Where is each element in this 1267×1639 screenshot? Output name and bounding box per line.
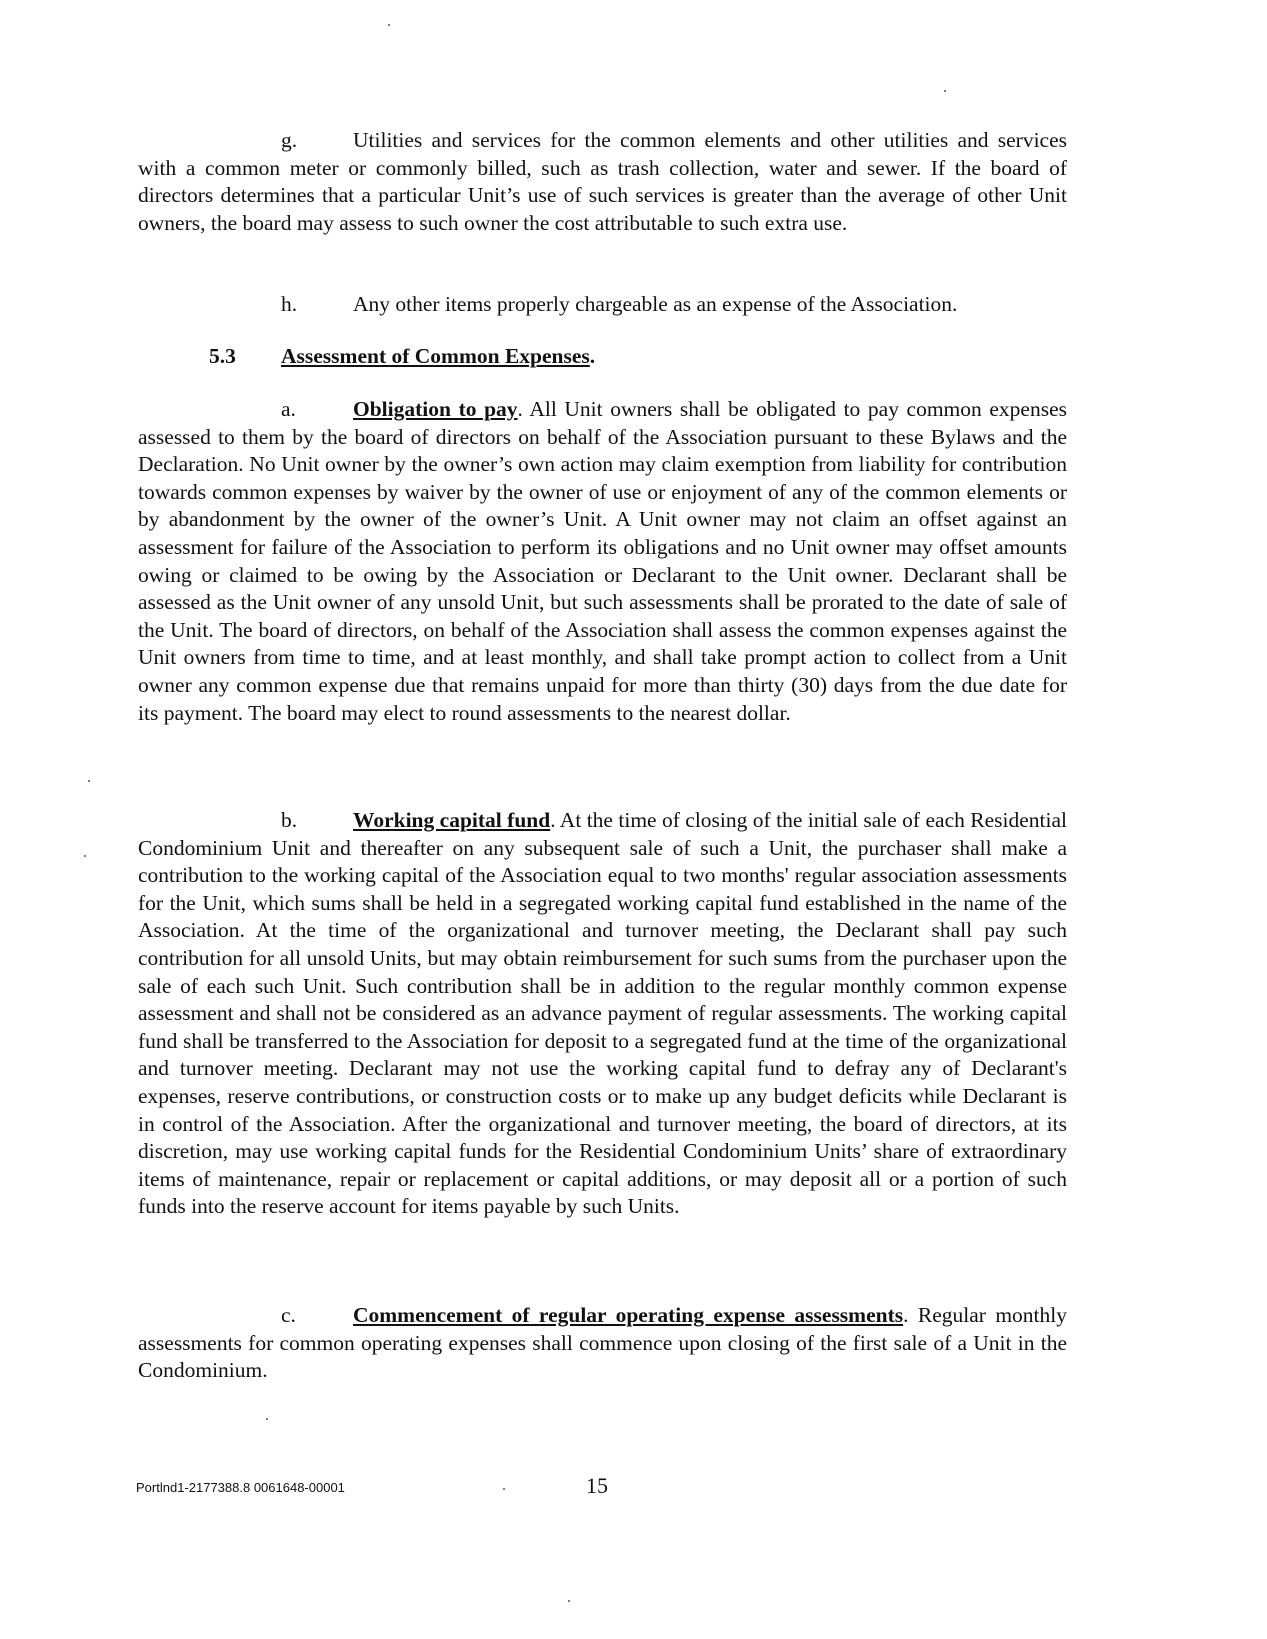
section-number: 5.3 — [209, 344, 236, 368]
section-title: Assessment of Common Expenses — [281, 344, 590, 368]
scan-speck — [388, 24, 390, 26]
paragraph-item-a — [138, 396, 1067, 727]
item-b-text: . At the time of closing of the initial sale of each Residential Condominium Unit and thereafter on any subsequent sale of such a Unit, the purchaser shall make a contribution to the working capital of the Association equal to two months' regular association assessments for the Unit, which sums shall be held in a segregated working capital fund established in the name of the Association. At the time of the organizational and turnover meeting, the Declarant shall pay such contribution for all unsold Units, but may obtain reimbursement for such sums from the purchaser upon the sale of each such Unit. Such contribution shall be in addition to the regular monthly common expense assessment and shall not be considered as an advance payment of regular assessments. The working capital fund shall be transferred to the Association for deposit to a segregated fund at the time of the organizational and turnover meeting. Declarant may not use the working capital fund to defray any of Declarant's expenses, reserve contributions, or construction costs or to make up any budget deficits while Declarant is in control of the Association. After the organizational and turnover meeting, the board of directors, at its discretion, may use working capital funds for the Residential Condominium Units’ share of extraordinary items of maintenance, repair or replacement or capital additions, or may deposit all or a portion of such funds into the reserve account for items payable by such Units. — [138, 808, 1067, 1219]
paragraph-item-b — [138, 807, 1067, 1221]
item-c-heading: Commencement of regular operating expense assessments — [353, 1303, 904, 1327]
item-g-text: Utilities and services for the common elements and other utilities and services with a common meter or commonly billed, such as trash collection, water and sewer. If the board of directors determines that a particular Unit’s use of such services is greater than the average of other Unit owners, the board may assess to such owner the cost attributable to such extra use. — [138, 128, 1067, 235]
item-marker: b. — [281, 808, 298, 832]
item-b-heading: Working capital fund — [353, 808, 551, 832]
item-a-heading: Obligation to pay — [353, 397, 518, 421]
item-marker: c. — [281, 1303, 296, 1327]
item-h-text: Any other items properly chargeable as an expense of the Association. — [353, 292, 958, 316]
item-marker: g. — [281, 128, 298, 152]
scan-speck — [503, 1488, 505, 1490]
item-c-text: . Regular monthly assessments for common operating expenses shall commence upon closing of the first sale of a Unit in the Condominium. — [138, 1303, 1068, 1383]
section-title-period: . — [589, 344, 596, 368]
item-a-text: . All Unit owners shall be obligated to pay common expenses assessed to them by the board of directors on behalf of the Association pursuant to these Bylaws and the Declaration. No Unit owner by the owner’s own action may claim exemption from liability for contribution towards common expenses by waiver by the owner of use or enjoyment of any of the common elements or by abandonment by the owner of the owner’s Unit. A Unit owner may not claim an offset against an assessment for failure of the Association to perform its obligations and no Unit owner may offset amounts owing or claimed to be owing by the Association or Declarant to the Unit owner. Declarant shall be assessed as the Unit owner of any unsold Unit, but such assessments shall be prorated to the date of sale of the Unit. The board of directors, on behalf of the Association shall assess the common expenses against the Unit owners from time to time, and at least monthly, and shall take prompt action to collect from a Unit owner any common expense due that remains unpaid for more than thirty (30) days from the due date for its payment. The board may elect to round assessments to the nearest dollar. — [138, 397, 1067, 725]
footer-document-id: Portlnd1-2177388.8 0061648-00001 — [136, 1480, 345, 1495]
scan-speck — [944, 90, 946, 92]
paragraph-item-c — [138, 1302, 1067, 1385]
paragraph-item-h — [281, 291, 957, 319]
paragraph-item-g — [138, 127, 1067, 237]
footer-page-number: 15 — [586, 1473, 608, 1498]
item-marker: a. — [281, 397, 296, 421]
item-marker: h. — [281, 292, 298, 316]
scan-speck — [84, 855, 86, 857]
scan-speck — [88, 780, 90, 782]
section-heading — [209, 343, 595, 371]
scan-speck — [266, 1418, 268, 1420]
scan-speck — [568, 1600, 570, 1602]
